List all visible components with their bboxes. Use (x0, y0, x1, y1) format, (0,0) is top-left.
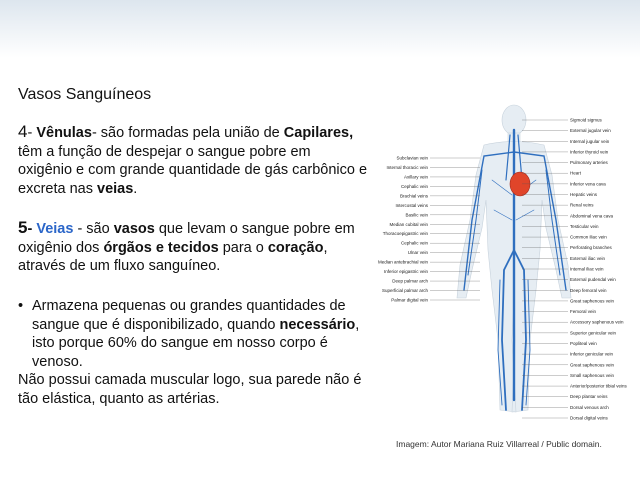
term-veias: veias (97, 180, 134, 197)
paragraph-veias: 5- Veias - são vasos que levam o sangue pobre em oxigênio dos órgãos e tecidos para o coração, através de um fluxo sanguíneo. (18, 218, 355, 274)
left-label: Palmar digital vein (391, 297, 428, 303)
right-label: Internal jugular vein (570, 138, 610, 144)
note-text: Não possui camada muscular logo, sua parede não é tão elástica, quanto as artérias. (18, 372, 362, 407)
image-caption: Imagem: Autor Mariana Ruiz Villarreal / Public domain. (396, 439, 602, 449)
right-label: Great saphenous vein (570, 298, 615, 304)
slide-title: Vasos Sanguíneos (18, 86, 152, 103)
left-labels (378, 156, 429, 303)
right-label: Small saphenous vein (570, 372, 615, 378)
right-label: Dorsal digital veins (570, 415, 608, 421)
right-label: Deep femoral vein (570, 287, 607, 293)
left-label: Brachial veins (399, 193, 428, 199)
left-label: Median cubital vein (389, 221, 428, 227)
right-label: Inferior thyroid vein (570, 149, 609, 155)
right-label: Common iliac vein (570, 234, 607, 240)
right-label: Pulmonary arteries (570, 160, 608, 166)
item-number: 5 (18, 218, 28, 237)
bullet-icon: • (18, 298, 24, 314)
right-label: Abdominal vena cava (570, 213, 614, 219)
item-number: 4 (18, 122, 28, 141)
right-label: Great saphenous vein (570, 362, 615, 368)
right-label: Dorsal venous arch (570, 404, 609, 410)
term-orgaos: órgãos e tecidos (103, 239, 219, 256)
right-label: Sigmoid sigmus (570, 117, 602, 123)
left-label: Ulnar vein (407, 250, 428, 256)
term-necessario: necessário (279, 316, 356, 333)
left-label: Thoracoepigastric vein (382, 231, 428, 237)
right-label: Anterior/posterior tibial veins (570, 383, 627, 389)
left-label: Intercostal veins (395, 202, 428, 208)
right-labels (570, 118, 628, 421)
term-veias-heading: Veias (36, 221, 74, 237)
right-label: Heart (570, 170, 582, 176)
right-label: Deep plantar veins (570, 394, 608, 400)
left-label: Axillary vein (403, 174, 428, 180)
term-venulas: Vênulas (36, 125, 92, 141)
left-label: Internal thoracic vein (386, 164, 428, 170)
left-label: Median antebrachial vein (377, 259, 428, 265)
venous-system-figure (372, 100, 630, 430)
right-label: Inferior vena cava (570, 181, 606, 187)
right-label: Accessory saphenous vein (570, 319, 624, 325)
right-label: External jugular vein (570, 128, 611, 134)
paragraph-venulas: 4- Vênulas- são formadas pela união de Capilares, têm a função de despejar o sangue pobre em oxigênio e com grande quantidade de gás carbônico e excreta nas veias. (18, 122, 368, 197)
term-coracao: coração (267, 239, 324, 256)
right-label: Superior genicular vein (570, 330, 617, 336)
right-label: Inferior genicular vein (570, 351, 614, 357)
right-label: Internal iliac vein (570, 266, 604, 272)
paragraph-armazena: • Armazena pequenas ou grandes quantidades de sangue que é disponibilizado, quando necessário, isto porque 60% do sangue em nosso corpo é venoso. Não possui camada muscular logo, sua parede não é tão elástica, quanto as artérias. (18, 297, 368, 408)
left-label: Cephalic vein (400, 240, 428, 246)
term-vasos: vasos (113, 221, 155, 237)
right-label: Testicular vein (570, 223, 599, 229)
left-label: Cephalic vein (400, 183, 428, 189)
right-label: External pudendal vein (570, 277, 616, 283)
left-label: Inferior epigastric vein (383, 269, 428, 275)
right-label: External iliac vein (570, 255, 606, 261)
left-label: Deep palmar arch (392, 278, 428, 284)
right-label: Femoral vein (570, 309, 597, 315)
term-capilares: Capilares, (283, 125, 354, 141)
right-label: Hepatic veins (570, 192, 598, 197)
left-label: Subclavian vein (396, 155, 428, 161)
right-label: Popliteal vein (570, 341, 597, 346)
right-label: Renal veins (570, 202, 594, 208)
right-label: Perforating branches (570, 245, 612, 251)
left-label: Superficial palmar arch (381, 288, 428, 294)
left-label: Basilic vein (405, 212, 428, 218)
